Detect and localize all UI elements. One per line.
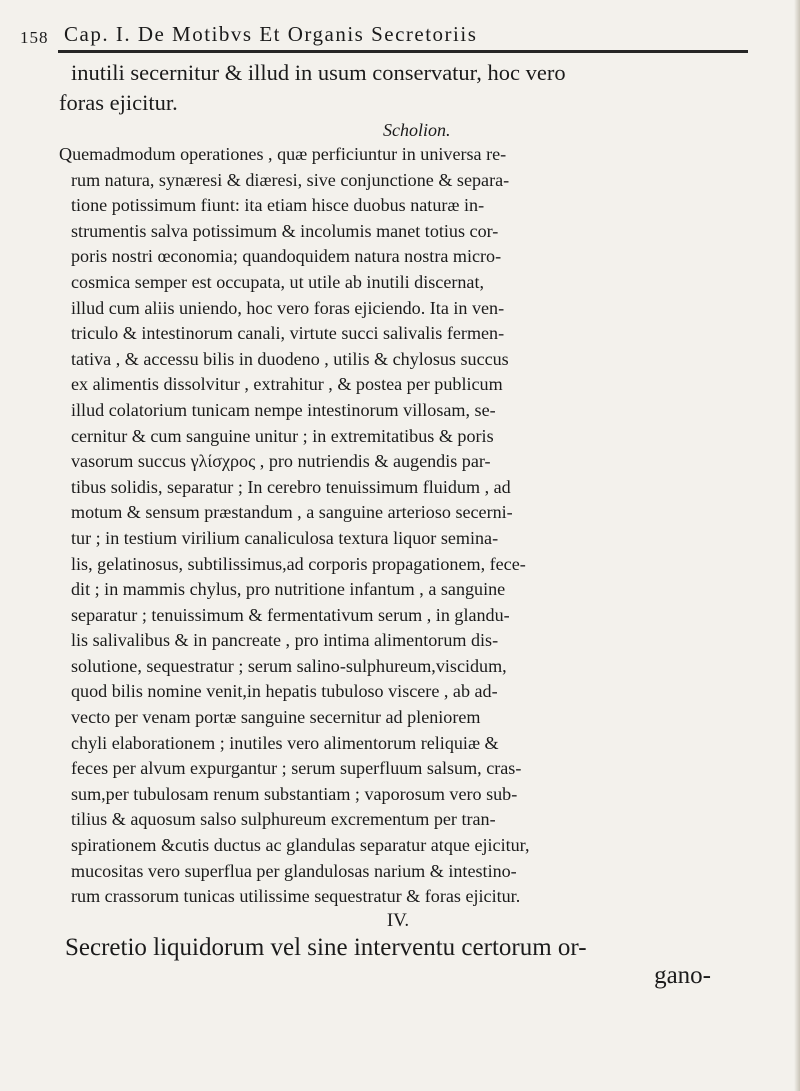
scholion-paragraph — [57, 142, 757, 910]
paragraph-line: tativa , & accessu bilis in duodeno , utilis & chylosus succus — [71, 348, 509, 369]
paragraph-line: vecto per venam portæ sanguine secernitur ad pleniorem — [71, 707, 481, 728]
paragraph-line: rum natura, synæresi & diæresi, sive conjunctione & separa- — [71, 169, 510, 190]
paragraph-line: spirationem &cutis ductus ac glandulas separatur atque ejicitur, — [71, 835, 530, 856]
paragraph-line: lis salivalibus & in pancreate , pro intima alimentorum dis- — [71, 630, 499, 651]
paragraph-line: motum & sensum præstandum , a sanguine arterioso secerni- — [71, 502, 513, 523]
page-edge-shadow — [794, 0, 800, 1091]
scholion-heading: Scholion. — [383, 120, 451, 140]
section-number: IV. — [386, 909, 410, 931]
paragraph-line: dit ; in mammis chylus, pro nutritione infantum , a sanguine — [71, 579, 506, 600]
paragraph-line: strumentis salva potissimum & incolumis manet totius cor- — [71, 220, 499, 241]
paragraph-line: separatur ; tenuissimum & fermentativum serum , in glandu- — [71, 604, 510, 625]
paragraph-line: poris nostri œconomia; quandoquidem natura nostra micro- — [71, 246, 502, 267]
closing-line: Secretio liquidorum vel sine interventu certorum or- — [65, 933, 587, 961]
paragraph-line: mucositas vero superflua per glandulosas narium & intestino- — [71, 860, 517, 881]
page-number: 158 — [20, 28, 49, 47]
paragraph-line: cosmica semper est occupata, ut utile ab inutili discernat, — [71, 271, 485, 292]
page-text — [57, 58, 757, 989]
paragraph-line: tione potissimum fiunt: ita etiam hisce duobus naturæ in- — [71, 195, 485, 216]
running-title: Cap. I. De Motibvs Et Organis Secretoriis — [64, 22, 478, 46]
paragraph-line: chyli elaborationem ; inutiles vero alimentorum reliquiæ & — [71, 732, 499, 753]
paragraph-line: triculo & intestinorum canali, virtute succi salivalis fermen- — [71, 323, 505, 344]
intro-line: foras ejicitur. — [59, 90, 178, 115]
paragraph-line: lis, gelatinosus, subtilissimus,ad corporis propagationem, fece- — [71, 553, 526, 574]
paragraph-line: solutione, sequestratur ; serum salino-sulphureum,viscidum, — [71, 655, 507, 676]
paragraph-line: illud cum aliis uniendo, hoc vero foras ejiciendo. Ita in ven- — [71, 297, 505, 318]
paragraph-line: ex alimentis dissolvitur , extrahitur , & postea per publicum — [71, 374, 503, 395]
paragraph-line: rum crassorum tunicas utilissime sequestratur & foras ejicitur. — [71, 886, 521, 907]
closing-line: gano- — [654, 961, 711, 989]
header-rule — [58, 50, 748, 53]
paragraph-line: quod bilis nomine venit,in hepatis tubuloso viscere , ab ad- — [71, 681, 498, 702]
paragraph-line: Quemadmodum operationes , quæ perficiuntur in universa re- — [59, 144, 507, 164]
paragraph-line: tilius & aquosum salso sulphureum excrementum per tran- — [71, 809, 496, 830]
paragraph-line: sum,per tubulosam renum substantiam ; vaporosum vero sub- — [71, 783, 518, 804]
paragraph-line: tur ; in testium virilium canaliculosa textura liquor semina- — [71, 527, 499, 548]
intro-line: inutili secernitur & illud in usum conservatur, hoc vero — [71, 60, 566, 85]
paragraph-line: illud colatorium tunicam nempe intestinorum villosam, se- — [71, 399, 496, 420]
paragraph-line: feces per alvum expurgantur ; serum superfluum salsum, cras- — [71, 758, 522, 779]
paragraph-line: cernitur & cum sanguine unitur ; in extremitatibus & poris — [71, 425, 494, 446]
paragraph-line: vasorum succus γλίσχρος , pro nutriendis & augendis par- — [71, 451, 491, 472]
paragraph-line: tibus solidis, separatur ; In cerebro tenuissimum fluidum , ad — [71, 476, 511, 497]
